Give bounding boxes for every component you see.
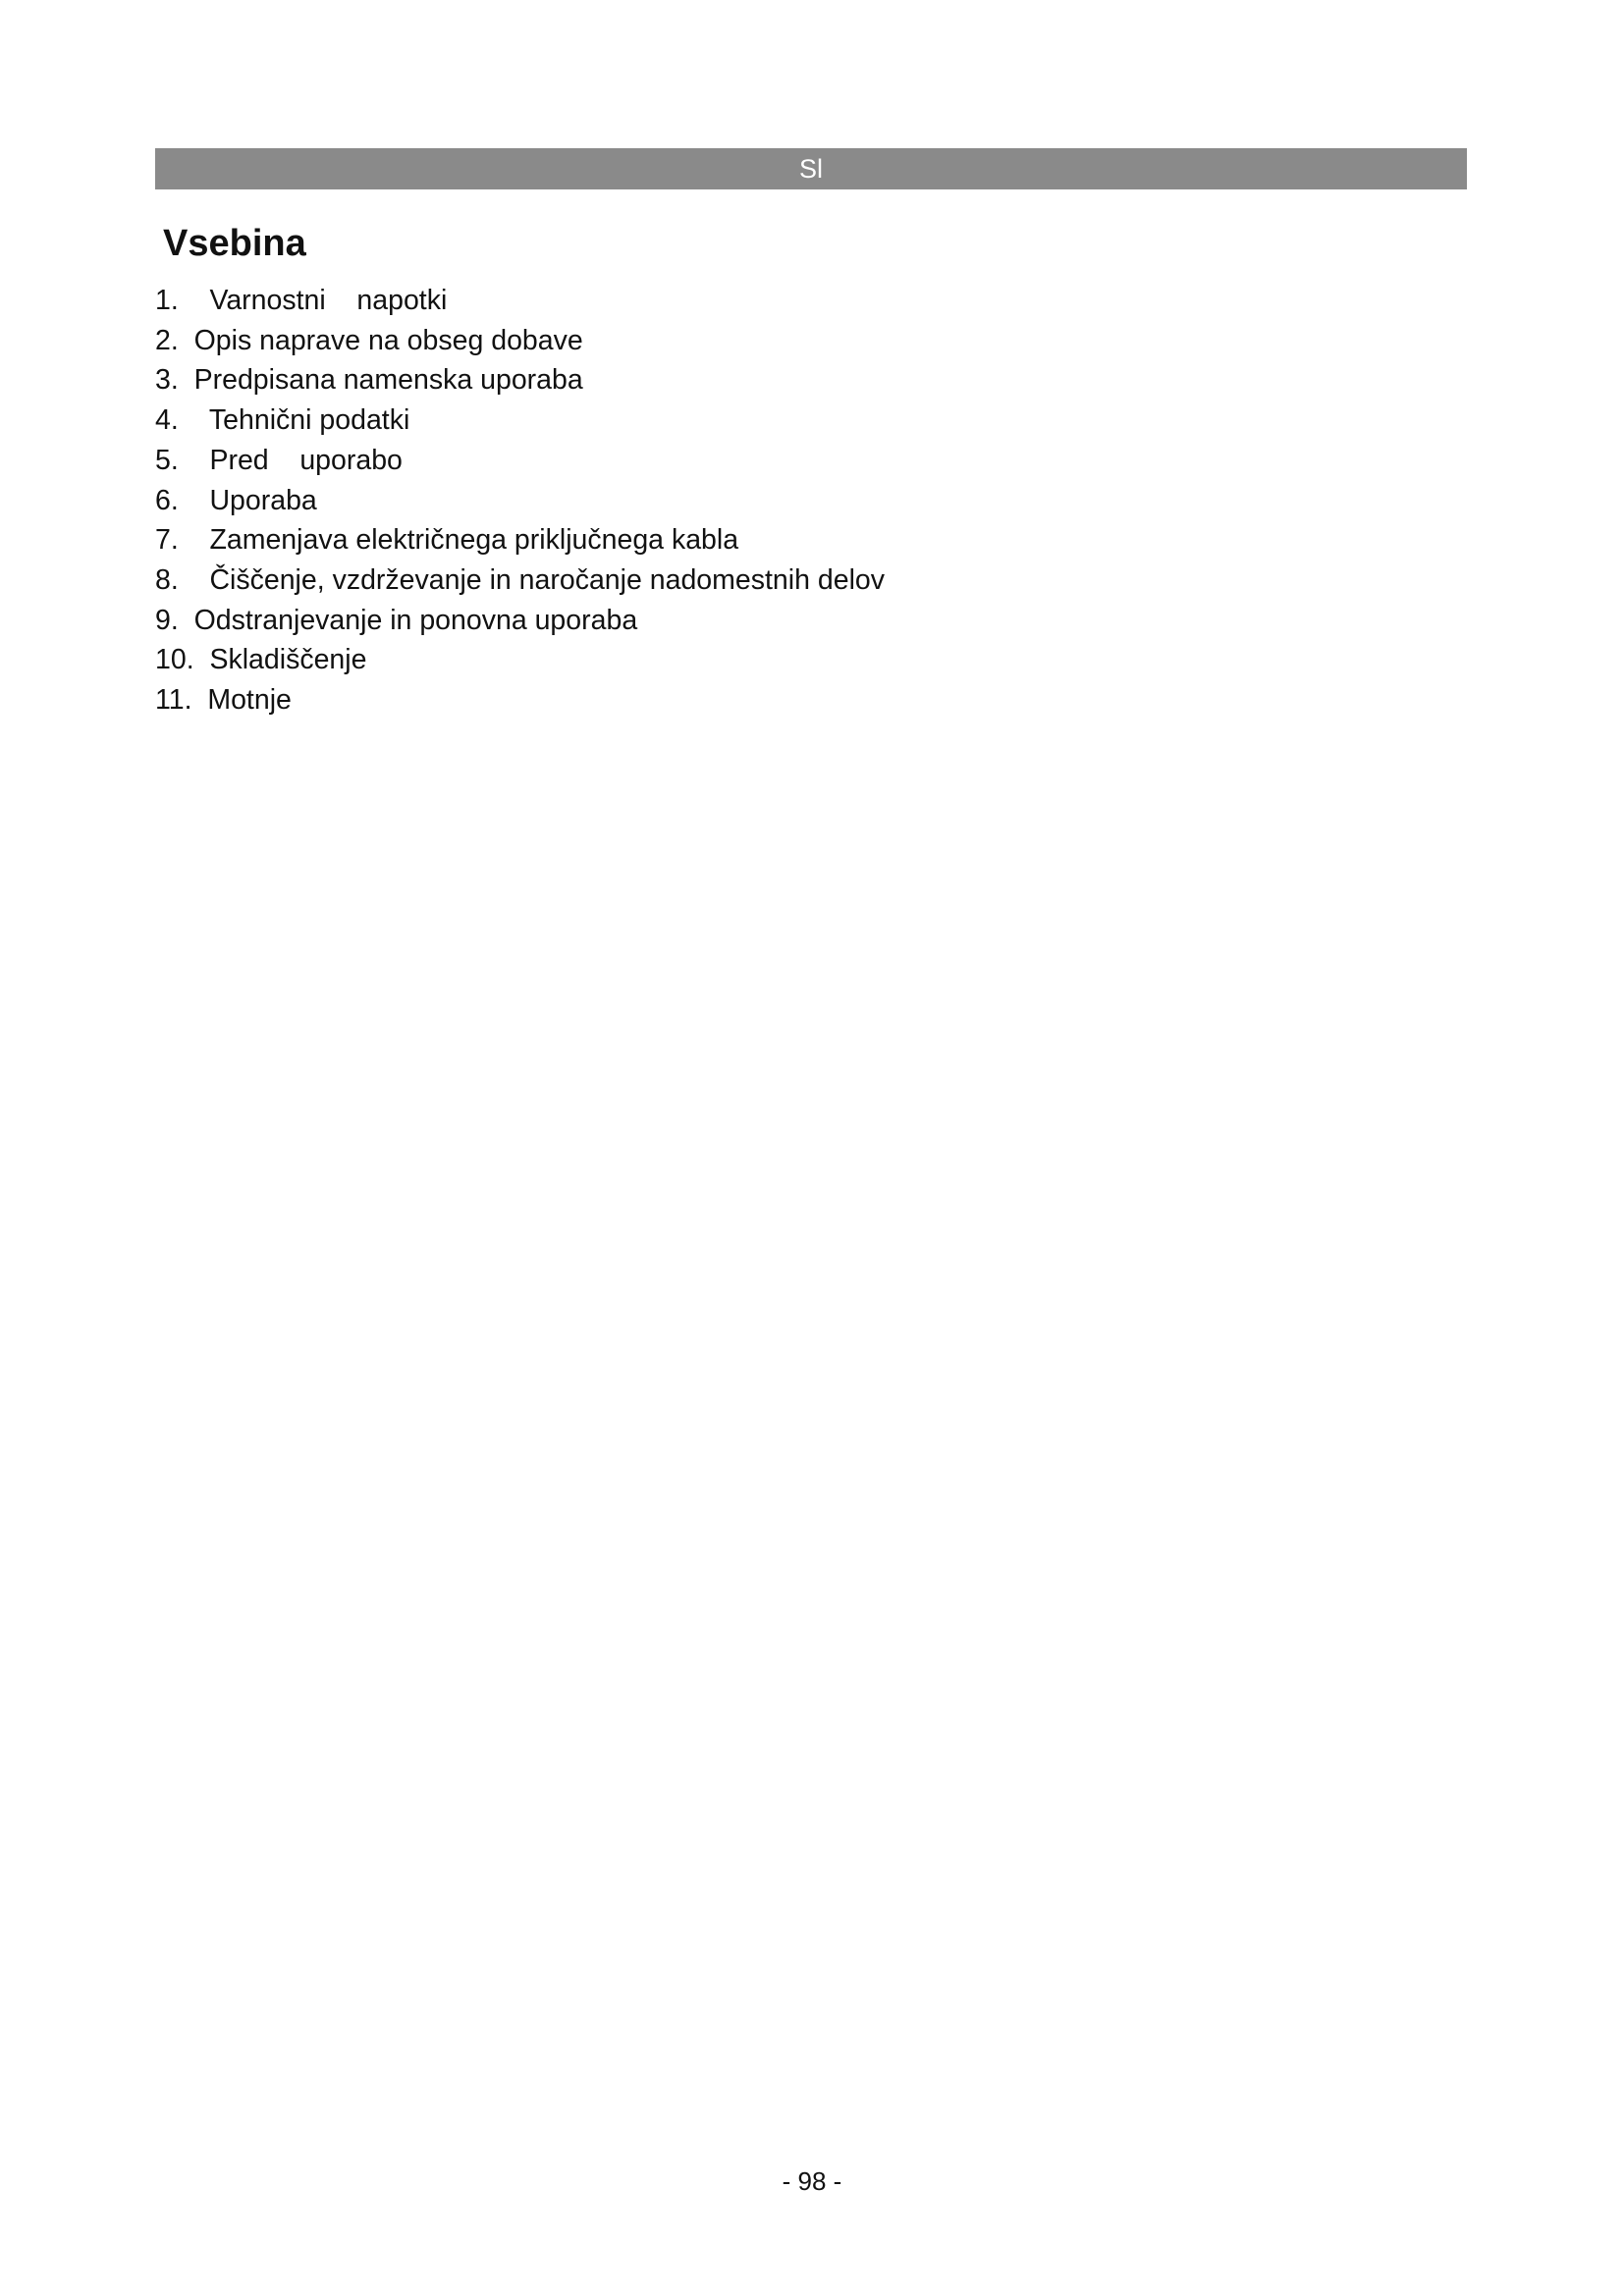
toc-item: 8. Čiščenje, vzdrževanje in naročanje nadomestnih delov (155, 563, 886, 596)
toc-item: 5. Pred uporabo (155, 444, 403, 476)
toc-item: 4. Tehnični podatki (155, 404, 410, 437)
toc-item: 7. Zamenjava električnega priključnega kabla (155, 524, 739, 557)
toc-item: 9. Odstranjevanje in ponovna uporaba (155, 604, 638, 636)
page-number: - 98 - (782, 2166, 842, 2196)
toc-item: 2. Opis naprave na obseg dobave (155, 324, 583, 356)
table-of-contents (155, 281, 885, 721)
toc-item: 3. Predpisana namenska uporaba (155, 364, 583, 397)
toc-item: 11. Motnje (155, 684, 292, 717)
language-header-bar (155, 148, 1467, 189)
contents-heading: Vsebina (163, 223, 306, 264)
toc-item: 1. Varnostni napotki (155, 285, 448, 316)
toc-item: 6. Uporaba (155, 484, 317, 516)
toc-item: 10. Skladiščenje (155, 644, 367, 676)
language-code: Sl (798, 154, 823, 184)
